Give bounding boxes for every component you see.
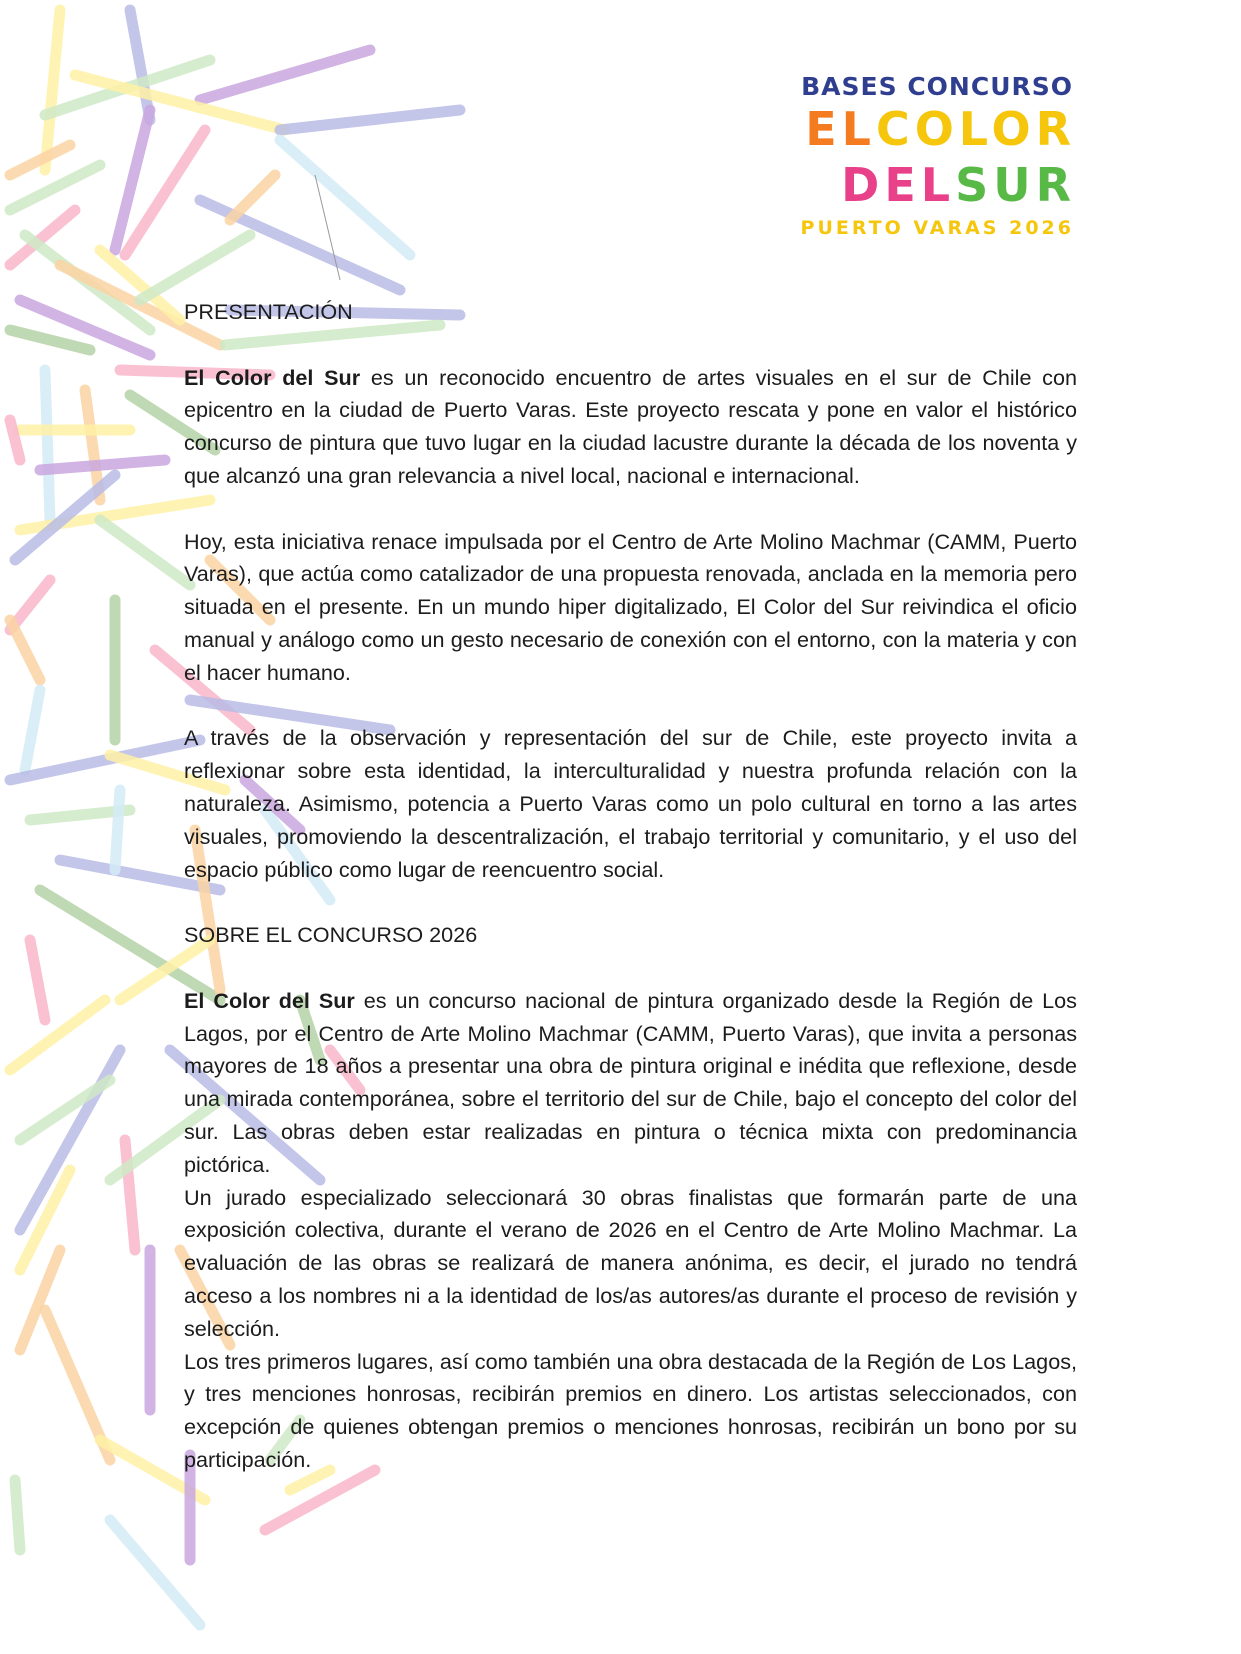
decorative-stripe (280, 110, 460, 130)
logo-word-color: COLOR (875, 102, 1076, 156)
logo-word-el: EL (805, 102, 876, 156)
section-heading-presentacion: PRESENTACIÓN (184, 299, 353, 324)
presentacion-paragraph-2: Hoy, esta iniciativa renace impulsada por el Centro de Arte Molino Machmar (CAMM, Puerto Varas), que actúa como catalizador de una propuesta renovada, anclada en la memoria pero situada en el presente. En un mundo hiper digitalizado, El Color del Sur reivindica el oficio manual y análogo como un gesto necesario de conexión con el entorno, con la materia y con el hacer humano. (184, 528, 1077, 685)
logo-word-del: DEL (841, 158, 956, 212)
decorative-stripe (200, 50, 370, 100)
decorative-stripe (10, 620, 40, 680)
logo-word-sur: SUR (955, 158, 1076, 212)
concurso-paragraph-3: Los tres primeros lugares, así como también una obra destacada de la Región de Los Lagos, y tres menciones honrosas, recibirán premios en dinero. Los artistas seleccionados, con excepción de quienes obtengan premios o menciones honrosas, recibirán un bono por su participación. (184, 1348, 1077, 1472)
contest-logo (771, 72, 1076, 239)
decorative-stripe (30, 940, 45, 1020)
concurso-paragraph-1: El Color del Sur es un concurso nacional de pintura organizado desde la Región de Los Lagos, por el Centro de Arte Molino Machmar (CAMM, Puerto Varas), que invita a personas mayores de 18 años a presentar una obra de pintura original e inédita que reflexione, desde una mirada contemporánea, sobre el territorio del sur de Chile, bajo el concepto del color del sur. Las obras deben estar realizadas en pintura o técnica mixta con predominancia pictórica. (184, 987, 1077, 1177)
decorative-stripe (115, 790, 120, 870)
decorative-stripe (130, 10, 150, 120)
logo-kicker: BASES CONCURSO (801, 72, 1073, 101)
decorative-stripe (15, 1480, 20, 1550)
concurso-paragraph-2: Un jurado especializado seleccionará 30 obras finalistas que formarán parte de una exposición colectiva, durante el verano de 2026 en el Centro de Arte Molino Machmar. La evaluación de las obras se realizará de manera anónima, es decir, el jurado no tendrá acceso a los nombres ni a la identidad de los/as autores/as durante el proceso de revisión y selección. (184, 1184, 1077, 1341)
decorative-stripe (280, 140, 410, 255)
decorative-stripe (45, 370, 50, 520)
presentacion-paragraph-1: El Color del Sur es un reconocido encuentro de artes visuales en el sur de Chile con epicentro en la ciudad de Puerto Varas. Este proyecto rescata y pone en valor el histórico concurso de pintura que tuvo lugar en la ciudad lacustre durante la década de los noventa y que alcanzó una gran relevancia a nivel local, nacional e internacional. (184, 364, 1077, 488)
document-body (184, 296, 1077, 1477)
decorative-stripe (10, 330, 90, 350)
decorative-stripe (100, 520, 190, 585)
section-heading-concurso: SOBRE EL CONCURSO 2026 (184, 922, 478, 948)
presentacion-paragraph-3: A través de la observación y representación del sur de Chile, este proyecto invita a reflexionar sobre esta identidad, la interculturalidad y nuestra profunda relación con la naturaleza. Asimismo, potencia a Puerto Varas como un polo cultural en torno a las artes visuales, promoviendo la descentralización, el trabajo territorial y comunitario, y el uso del espacio público como lugar de reencuentro social. (184, 725, 1077, 882)
decorative-stripe (230, 175, 275, 220)
brand-name-bold: El Color del Sur (184, 987, 355, 1013)
decorative-stripe (40, 460, 165, 470)
brand-name-bold: El Color del Sur (184, 364, 361, 390)
logo-line-1 (771, 101, 1076, 157)
logo-line-2 (771, 157, 1076, 213)
decorative-stripe (10, 1000, 105, 1070)
logo-subtitle: PUERTO VARAS 2026 (800, 217, 1074, 239)
decorative-stripe (20, 1080, 110, 1140)
decorative-stripe (140, 235, 250, 300)
decorative-stripe (10, 210, 75, 265)
decorative-stripe (25, 690, 40, 770)
